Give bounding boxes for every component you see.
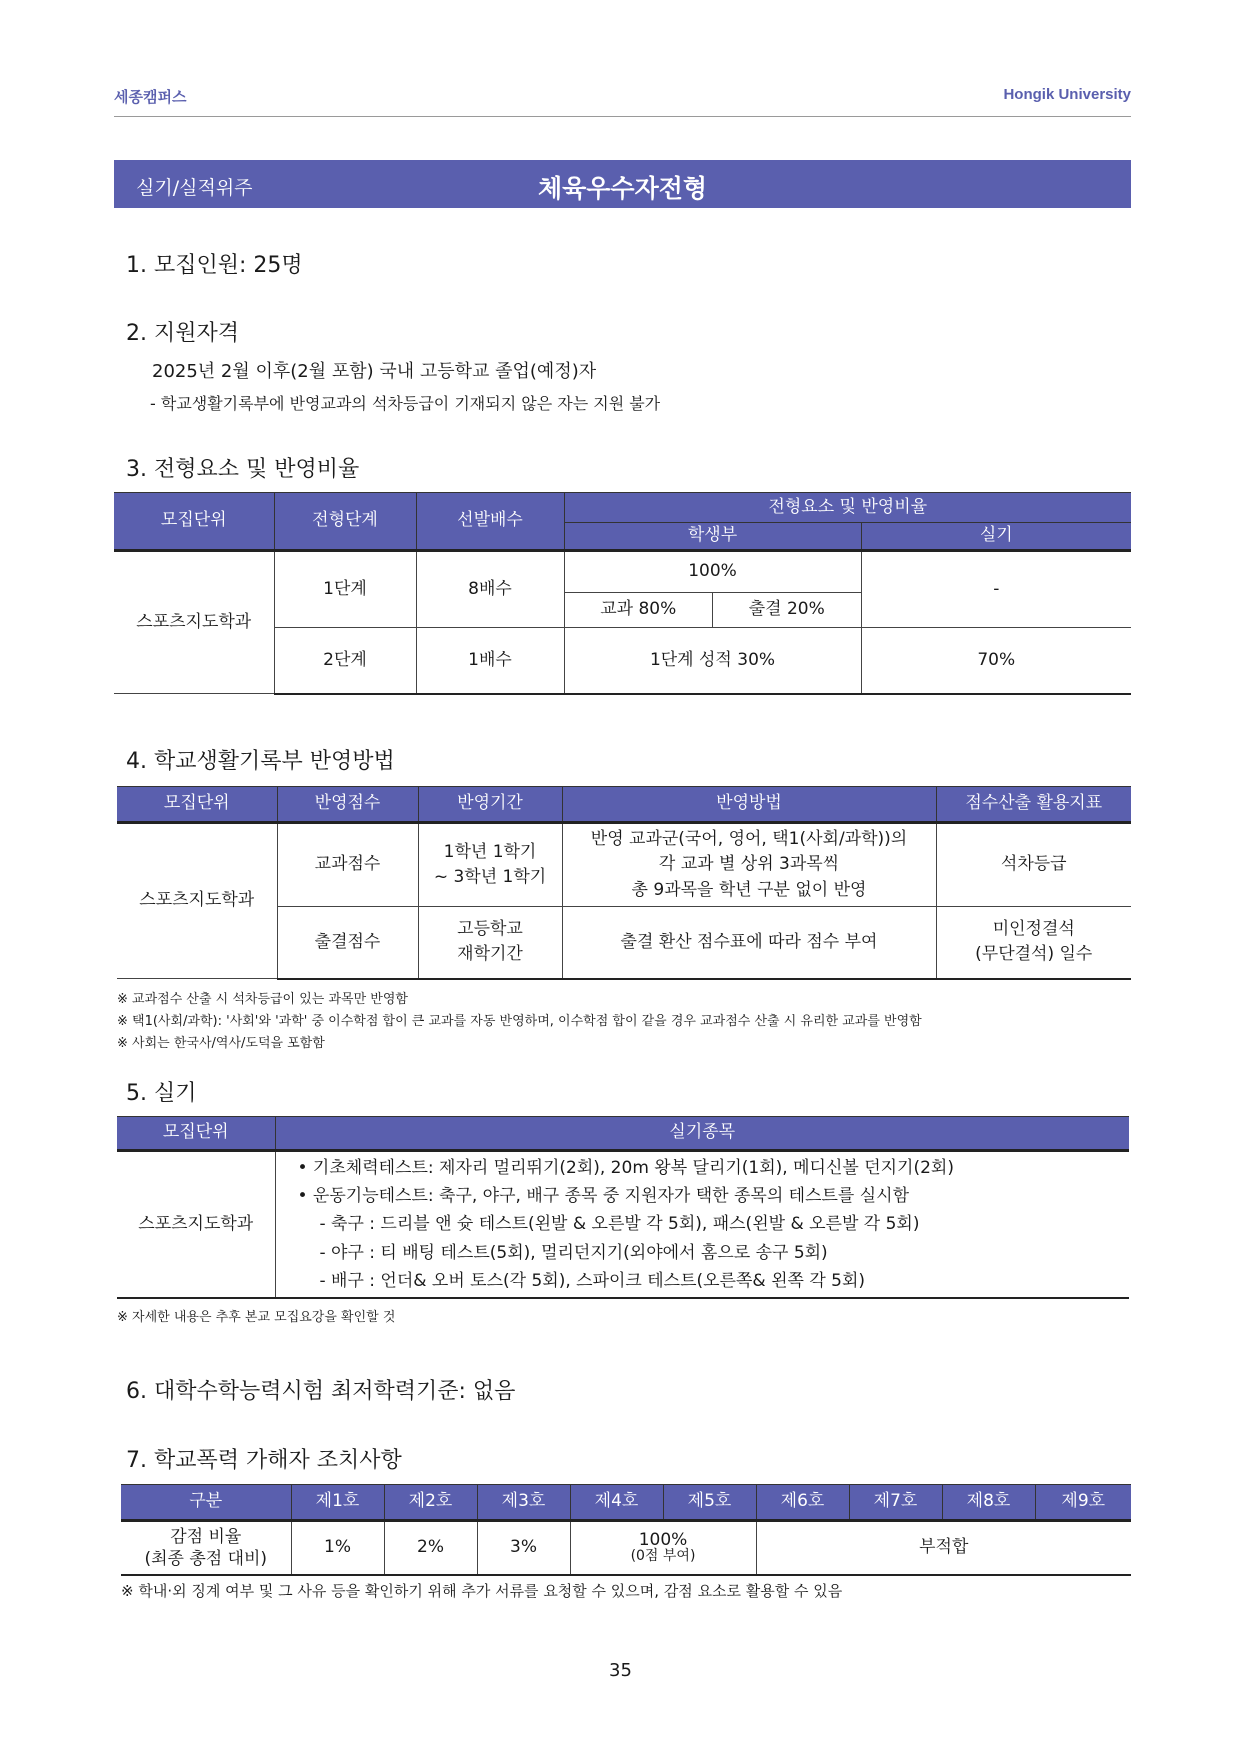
attendance-period-line-1: 고등학교 bbox=[457, 918, 523, 939]
subject-index: 석차등급 bbox=[936, 823, 1131, 907]
test-items-list bbox=[275, 1151, 1129, 1299]
header-score: 반영점수 bbox=[277, 787, 418, 823]
subject-method-line-3: 총 9과목을 학년 구분 없이 반영 bbox=[631, 879, 867, 900]
eligibility-text: 2025년 2월 이후(2월 포함) 국내 고등학교 졸업(예정)자 bbox=[152, 361, 597, 382]
attendance-index bbox=[936, 907, 1131, 979]
header-practical: 실기 bbox=[861, 523, 1131, 551]
subject-method bbox=[562, 823, 936, 907]
section-4-title: 4. 학교생활기록부 반영방법 bbox=[126, 749, 395, 774]
test-item: • 기초체력테스트: 제자리 멀리뛰기(2회), 20m 왕복 달리기(1회), 메디신볼 던지기(2회) bbox=[297, 1158, 954, 1178]
test-item: - 야구 : 티 배팅 테스트(5회), 멀리던지기(외야에서 홈으로 송구 5회) bbox=[319, 1242, 828, 1263]
subject-period bbox=[418, 823, 562, 907]
deduction-label-line-1: 감점 비율 bbox=[170, 1526, 242, 1547]
header-period: 반영기간 bbox=[418, 787, 562, 823]
record-note-1: ※ 교과점수 산출 시 석차등급이 있는 과목만 반영함 bbox=[117, 992, 408, 1007]
stage-2-practical: 70% bbox=[861, 628, 1131, 694]
recruit-unit: 스포츠지도학과 bbox=[114, 551, 274, 694]
record-note-2: ※ 택1(사회/과학): '사회'와 '과학' 중 이수학점 합이 큰 교과를 자동 반영하며, 이수학점 합이 같을 경우 교과점수 산출 시 유리한 교과를 반영함 bbox=[117, 1014, 922, 1029]
test-item: - 배구 : 언더& 오버 토스(각 5회), 스파이크 테스트(오른쪽& 왼쪽 각 5회) bbox=[319, 1270, 866, 1291]
title-banner bbox=[114, 160, 1131, 208]
stage-1: 1단계 bbox=[274, 551, 416, 628]
subject-period-start: 1학년 1학기 bbox=[443, 841, 537, 862]
attendance-index-line-2: (무단결석) 일수 bbox=[975, 944, 1093, 965]
stage-1-subject-ratio: 교과 80% bbox=[565, 593, 714, 627]
header-recruit-unit: 모집단위 bbox=[117, 787, 277, 823]
eligibility-note: - 학교생활기록부에 반영교과의 석차등급이 기재되지 않은 자는 지원 불가 bbox=[150, 394, 661, 413]
subject-method-line-2: 각 교과 별 상위 3과목씩 bbox=[658, 854, 840, 875]
header-method: 반영방법 bbox=[562, 787, 936, 823]
section-7-title: 7. 학교폭력 가해자 조치사항 bbox=[126, 1448, 402, 1473]
selection-elements-table bbox=[114, 492, 1131, 695]
deduction-level-4-5-note: (0점 부여) bbox=[630, 1548, 696, 1565]
stage-1-record-split bbox=[564, 593, 861, 628]
header-level-3: 제3호 bbox=[477, 1485, 570, 1521]
header-category: 구분 bbox=[121, 1485, 291, 1521]
header-level-6: 제6호 bbox=[756, 1485, 849, 1521]
attendance-index-line-1: 미인정결석 bbox=[992, 918, 1075, 939]
school-violence-table bbox=[121, 1484, 1131, 1576]
header-level-2: 제2호 bbox=[384, 1485, 477, 1521]
attendance-score: 출결점수 bbox=[277, 907, 418, 979]
deduction-level-2: 2% bbox=[384, 1521, 477, 1575]
header-level-4: 제4호 bbox=[570, 1485, 663, 1521]
deduction-level-4-5 bbox=[570, 1521, 756, 1575]
violence-note: ※ 학내·외 징계 여부 및 그 사유 등을 확인하기 위해 추가 서류를 요청할 수 있으며, 감점 요소로 활용할 수 있음 bbox=[121, 1582, 843, 1600]
stage-1-practical: - bbox=[861, 551, 1131, 628]
page-title: 체육우수자전형 bbox=[537, 174, 708, 203]
header-school-record: 학생부 bbox=[564, 523, 861, 551]
subject-score: 교과점수 bbox=[277, 823, 418, 907]
deduction-level-6-9: 부적합 bbox=[756, 1521, 1131, 1575]
attendance-method: 출결 환산 점수표에 따라 점수 부여 bbox=[562, 907, 936, 979]
attendance-period bbox=[418, 907, 562, 979]
recruit-unit: 스포츠지도학과 bbox=[117, 1151, 275, 1299]
deduction-level-1: 1% bbox=[291, 1521, 384, 1575]
practical-test-table bbox=[117, 1116, 1129, 1299]
section-6-title: 6. 대학수학능력시험 최저학력기준: 없음 bbox=[126, 1379, 516, 1404]
stage-2-multiple: 1배수 bbox=[416, 628, 564, 694]
header-stage: 전형단계 bbox=[274, 493, 416, 551]
practical-note: ※ 자세한 내용은 추후 본교 모집요강을 확인할 것 bbox=[117, 1310, 396, 1325]
recruit-unit: 스포츠지도학과 bbox=[117, 823, 277, 979]
deduction-label-line-2: (최종 총점 대비) bbox=[144, 1548, 268, 1569]
subject-method-line-1: 반영 교과군(국어, 영어, 택1(사회/과학))의 bbox=[590, 828, 908, 849]
stage-1-record-total: 100% bbox=[564, 551, 861, 593]
header-elements-ratio: 전형요소 및 반영비율 bbox=[564, 493, 1131, 523]
stage-1-attendance-ratio: 출결 20% bbox=[748, 599, 825, 620]
stage-2-record: 1단계 성적 30% bbox=[564, 628, 861, 694]
header-recruit-unit: 모집단위 bbox=[114, 493, 274, 551]
header-level-8: 제8호 bbox=[942, 1485, 1035, 1521]
campus-label: 세종캠퍼스 bbox=[114, 88, 187, 106]
admission-category: 실기/실적위주 bbox=[136, 177, 253, 199]
stage-1-multiple: 8배수 bbox=[416, 551, 564, 628]
header-level-9: 제9호 bbox=[1035, 1485, 1131, 1521]
page-number: 35 bbox=[609, 1660, 632, 1681]
record-note-3: ※ 사회는 한국사/역사/도덕을 포함함 bbox=[117, 1036, 325, 1051]
header-test-items: 실기종목 bbox=[275, 1117, 1129, 1151]
attendance-period-line-2: 재학기간 bbox=[457, 944, 523, 965]
stage-2: 2단계 bbox=[274, 628, 416, 694]
section-2-title: 2. 지원자격 bbox=[126, 321, 239, 346]
school-record-method-table bbox=[117, 786, 1131, 980]
section-1-title: 1. 모집인원: 25명 bbox=[126, 253, 303, 278]
test-item: • 운동기능테스트: 축구, 야구, 배구 종목 중 지원자가 택한 종목의 테스트를 실시함 bbox=[297, 1186, 910, 1207]
header-recruit-unit: 모집단위 bbox=[117, 1117, 275, 1151]
deduction-level-3: 3% bbox=[477, 1521, 570, 1575]
header-index: 점수산출 활용지표 bbox=[936, 787, 1131, 823]
section-5-title: 5. 실기 bbox=[126, 1081, 197, 1106]
test-item: - 축구 : 드리블 앤 슛 테스트(왼발 & 오른발 각 5회), 패스(왼발 & 오른발 각 5회) bbox=[319, 1214, 920, 1235]
header-level-1: 제1호 bbox=[291, 1485, 384, 1521]
header-selection-multiple: 선발배수 bbox=[416, 493, 564, 551]
subject-period-end: ~ 3학년 1학기 bbox=[433, 867, 547, 887]
deduction-level-4-5-value: 100% bbox=[638, 1529, 688, 1550]
section-3-title: 3. 전형요소 및 반영비율 bbox=[126, 457, 360, 482]
university-name: Hongik University bbox=[1003, 86, 1131, 103]
header-divider bbox=[114, 116, 1131, 117]
deduction-label bbox=[121, 1521, 291, 1575]
header-level-5: 제5호 bbox=[663, 1485, 756, 1521]
header-level-7: 제7호 bbox=[849, 1485, 942, 1521]
